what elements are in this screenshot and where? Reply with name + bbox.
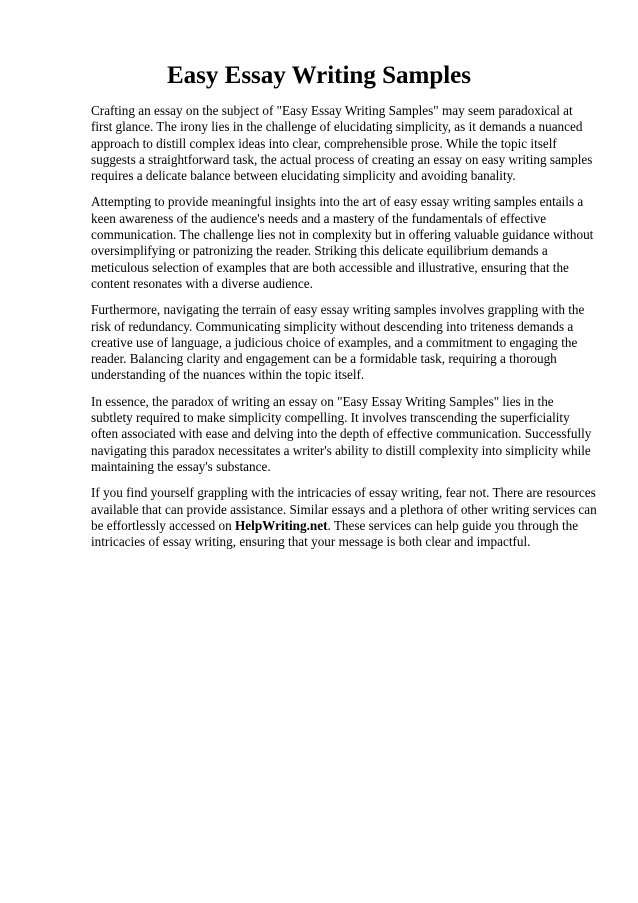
paragraph-5 (91, 485, 597, 550)
document-body (91, 103, 597, 560)
helpwriting-link[interactable]: HelpWriting.net (235, 517, 328, 533)
paragraph-5-text-before-link: If you find yourself grappling with the intricacies of essay writing, fear not. There are resources available that can provide assistance. Similar essays and a plethora of other writing services can be effortlessly accessed on (91, 485, 597, 533)
paragraph-2: Attempting to provide meaningful insights into the art of easy essay writing samples entails a keen awareness of the audience's needs and a mastery of the fundamentals of effective communication. The challenge lies not in complexity but in offering valuable guidance without oversimplifying or patronizing the reader. Striking this delicate equilibrium demands a meticulous selection of examples that are both accessible and illustrative, ensuring that the content resonates with a diverse audience. (91, 194, 594, 291)
paragraph-1: Crafting an essay on the subject of "Easy Essay Writing Samples" may seem paradoxical at first glance. The irony lies in the challenge of elucidating simplicity, as it demands a nuanced approach to distill complex ideas into clear, comprehensible prose. While the topic itself suggests a straightforward task, the actual process of creating an essay on easy writing samples requires a delicate balance between elucidating simplicity and avoiding banality. (91, 103, 593, 184)
paragraph-3: Furthermore, navigating the terrain of easy essay writing samples involves grappling with the risk of redundancy. Communicating simplicity without descending into triteness demands a creative use of language, a judicious choice of examples, and a commitment to engaging the reader. Balancing clarity and engagement can be a formidable task, requiring a thorough understanding of the nuances within the topic itself. (91, 302, 585, 383)
paragraph-5-text-after-link: . These services can help guide you through the intricacies of essay writing, ensuring that your message is both clear and impactful. (91, 517, 579, 550)
paragraph-4: In essence, the paradox of writing an essay on "Easy Essay Writing Samples" lies in the subtlety required to make simplicity compelling. It involves transcending the superficiality often associated with ease and delving into the depth of effective communication. Successfully navigating this paradox necessitates a writer's ability to distill complexity into simplicity while maintaining the essay's substance. (91, 393, 592, 474)
document-title: Easy Essay Writing Samples (166, 62, 471, 89)
